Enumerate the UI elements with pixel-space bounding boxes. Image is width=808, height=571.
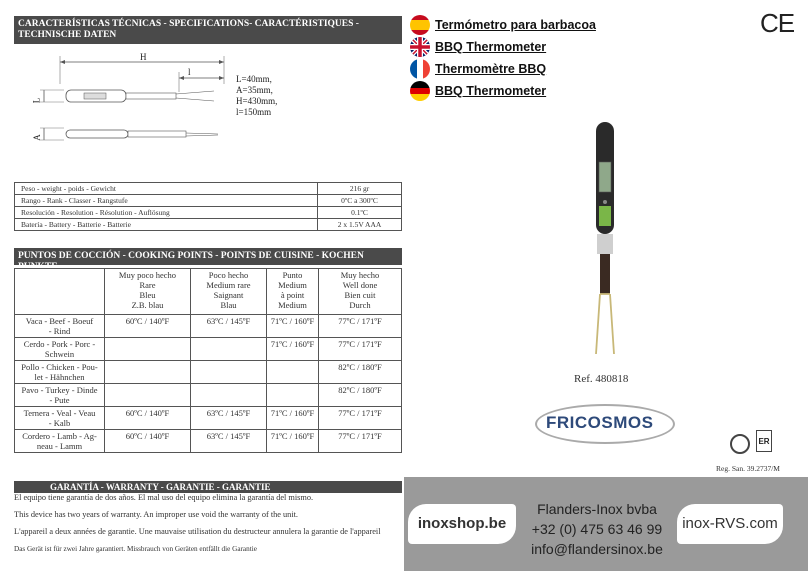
warranty-en: This device has two years of warranty. An improper use void the warranty of the unit.: [14, 510, 299, 519]
temp-cell: 63ºC / 145ºF: [191, 430, 267, 453]
title-fr: Thermomètre BBQ: [435, 62, 547, 76]
temp-cell: [191, 338, 267, 361]
temp-cell: 60ºC / 140ºF: [105, 315, 191, 338]
germany-flag-icon: [410, 81, 430, 101]
temp-cell: [105, 384, 191, 407]
spec-value: 0.1ºC: [318, 207, 402, 219]
dim-small-l-value: l=150mm: [236, 107, 272, 117]
language-titles: [410, 14, 596, 102]
table-row: [15, 430, 402, 453]
spain-flag-icon: [410, 15, 430, 35]
ce-mark: CE: [760, 8, 795, 38]
warranty-header: GARANTÍA - WARRANTY - GARANTIE - GARANTIE: [14, 481, 402, 493]
spec-value: 216 gr: [318, 183, 402, 195]
company-name: Flanders-Inox bvba: [537, 501, 657, 517]
table-row: [15, 219, 402, 231]
temp-cell: 63ºC / 145ºF: [191, 315, 267, 338]
france-flag-icon: [410, 59, 430, 79]
temp-cell: [267, 384, 319, 407]
meat-label: Pollo - Chicken - Pou- let - Hähnchen: [15, 361, 105, 384]
dim-a-value: A=35mm,: [236, 85, 273, 95]
spec-value: 0ºC a 300ºC: [318, 195, 402, 207]
email-address[interactable]: info@flandersinox.be: [531, 541, 663, 557]
temp-cell: [191, 361, 267, 384]
temp-cell: 71ºC / 160ºF: [267, 407, 319, 430]
temp-cell: [267, 361, 319, 384]
inox-rvs-badge[interactable]: inox-RVS.com: [677, 504, 783, 544]
spec-label: Peso - weight - poids - Gewicht: [15, 183, 318, 195]
col-header: Punto Medium à point Medium: [267, 269, 319, 315]
dim-label-a: A: [31, 134, 42, 141]
thermometer-image: [585, 118, 625, 370]
warranty-fr: L'appareil a deux années de garantie. Une mauvaise utilisation du destructeur annulera la garantie de l'appareil: [14, 527, 381, 536]
temp-cell: 77ºC / 171ºF: [319, 338, 402, 361]
table-row: [15, 195, 402, 207]
temp-cell: 71ºC / 160ºF: [267, 338, 319, 361]
temp-cell: 60ºC / 140ºF: [105, 407, 191, 430]
table-row: [15, 315, 402, 338]
dim-label-big-l: L: [31, 97, 42, 104]
temp-cell: 63ºC / 145ºF: [191, 407, 267, 430]
spec-table: [14, 182, 402, 231]
dimension-values: [236, 74, 277, 118]
cooking-points-header: PUNTOS DE COCCIÓN - COOKING POINTS - POINTS DE CUISINE - KOCHEN PUNKTE: [14, 248, 402, 265]
meat-label: Cerdo - Pork - Porc - Schwein: [15, 338, 105, 361]
meat-label: Vaca - Beef - Boeuf - Rind: [15, 315, 105, 338]
col-header: Muy hecho Well done Bien cuit Durch: [319, 269, 402, 315]
spec-value: 2 x 1.5V AAA: [318, 219, 402, 231]
table-row: [15, 183, 402, 195]
dim-h-value: H=430mm,: [236, 96, 278, 106]
warranty-es: El equipo tiene garantía de dos años. El mal uso del equipo elimina la garantía del mismo.: [14, 493, 314, 502]
temp-cell: 71ºC / 160ºF: [267, 430, 319, 453]
warranty-de: Das Gerät ist für zwei Jahre garantiert. Missbrauch von Geräten entfällt die Garantie: [14, 545, 257, 553]
title-de: BBQ Thermometer: [435, 84, 547, 98]
meat-label: Pavo - Turkey - Dinde - Pute: [15, 384, 105, 407]
brand-name: FRICOSMOS: [546, 413, 654, 432]
table-header-row: [15, 269, 402, 315]
spec-label: Resolución - Resolution - Résolution - Auflösung: [15, 207, 318, 219]
title-row-es: [410, 14, 596, 36]
dim-label-h: H: [140, 52, 147, 62]
temp-cell: 77ºC / 171ºF: [319, 430, 402, 453]
title-row-en: [410, 36, 596, 58]
inoxshop-badge[interactable]: inoxshop.be: [408, 504, 516, 544]
dim-l-value: L=40mm,: [236, 74, 272, 84]
reference-number: Ref. 480818: [574, 373, 629, 385]
temp-cell: 77ºC / 171ºF: [319, 407, 402, 430]
temp-cell: [191, 384, 267, 407]
title-row-de: [410, 80, 596, 102]
temp-cell: [105, 361, 191, 384]
certification-seal-icon: [730, 434, 750, 454]
col-header: Poco hecho Medium rare Saignant Blau: [191, 269, 267, 315]
title-row-fr: [410, 58, 596, 80]
temp-cell: 71ºC / 160ºF: [267, 315, 319, 338]
title-es: Termómetro para barbacoa: [435, 18, 596, 32]
temp-cell: [105, 338, 191, 361]
cooking-points-table: [14, 268, 402, 453]
meat-label: Ternera - Veal - Veau - Kalb: [15, 407, 105, 430]
table-row: [15, 338, 402, 361]
temp-cell: 60ºC / 140ºF: [105, 430, 191, 453]
empty-corner-cell: [15, 269, 105, 315]
spec-label: Batería - Battery - Batterie - Batterie: [15, 219, 318, 231]
table-row: [15, 384, 402, 407]
temp-cell: 77ºC / 171ºF: [319, 315, 402, 338]
temp-cell: 82ºC / 180ºF: [319, 384, 402, 407]
spec-label: Rango - Rank - Classer - Rangstufe: [15, 195, 318, 207]
title-en: BBQ Thermometer: [435, 40, 547, 54]
temp-cell: 82ºC / 180ºF: [319, 361, 402, 384]
er-certification-mark: ER: [756, 430, 772, 452]
registration-number: Reg. San. 39.2737/M: [716, 464, 780, 473]
phone-number[interactable]: +32 (0) 475 63 46 99: [531, 521, 663, 537]
table-row: [15, 407, 402, 430]
uk-flag-icon: [410, 37, 430, 57]
meat-label: Cordero - Lamb - Ag- neau - Lamm: [15, 430, 105, 453]
contact-block: [522, 499, 672, 559]
dimension-drawing: [14, 48, 234, 166]
specifications-header: CARACTERÍSTICAS TÉCNICAS - SPECIFICATIONS- CARACTÉRISTIQUES - TECHNISCHE DATEN: [14, 16, 402, 44]
table-row: [15, 207, 402, 219]
col-header: Muy poco hecho Rare Bleu Z.B. blau: [105, 269, 191, 315]
dim-label-l: l: [188, 67, 191, 77]
table-row: [15, 361, 402, 384]
